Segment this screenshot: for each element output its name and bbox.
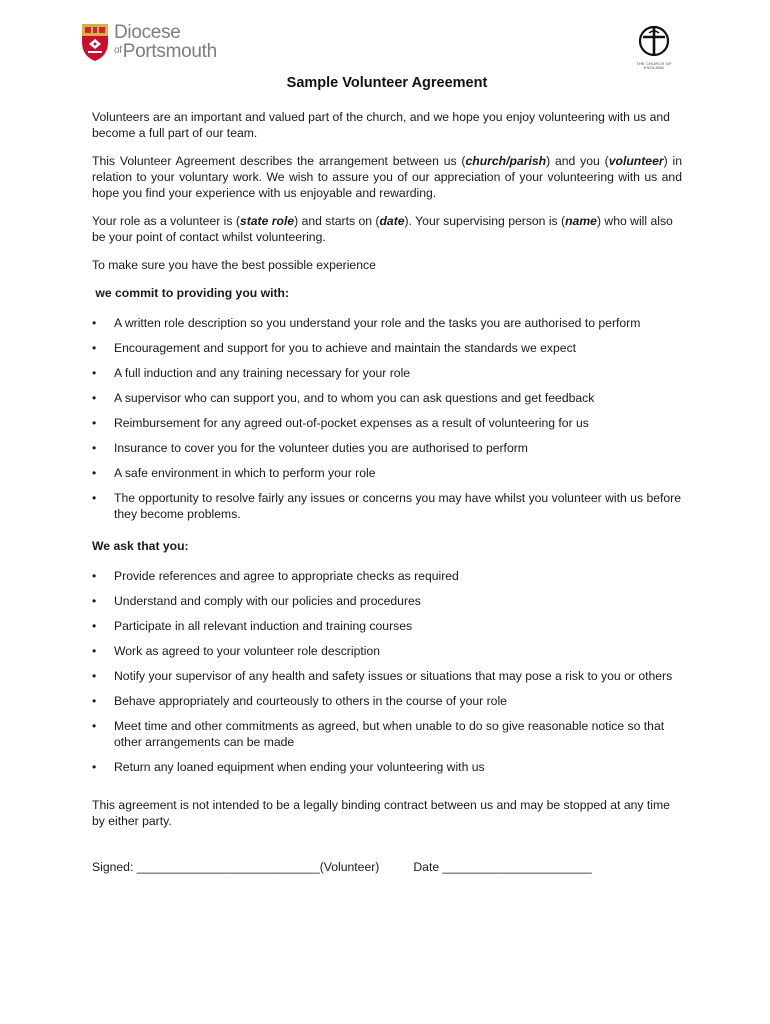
coe-logo-caption: THE CHURCH OF ENGLAND xyxy=(636,61,672,70)
list-item-text: Meet time and other commitments as agreed, but when unable to do so give reasonable notice so that other arrangements can be made xyxy=(114,719,665,749)
diocese-crest-icon xyxy=(80,22,110,62)
page-title: Sample Volunteer Agreement xyxy=(286,75,488,91)
bullet-icon: • xyxy=(92,316,97,330)
list-item-text: Participate in all relevant induction and training courses xyxy=(114,619,413,633)
role-text-3: ). Your supervising person is ( xyxy=(404,214,566,228)
church-of-england-cross-icon xyxy=(637,24,671,58)
list-item-text: Notify your supervisor of any health and safety issues or situations that may pose a risk to you or others xyxy=(114,669,673,683)
best-experience-text: To make sure you have the best possible experience xyxy=(92,258,376,272)
bullet-icon: • xyxy=(92,619,97,633)
bullet-icon: • xyxy=(92,719,97,733)
agreement-text-3: ) in relation to your voluntary work. We wish to assure you of our appreciation of your volunteering with us and hope you find your experience with us enjoyable and rewarding. xyxy=(92,154,682,200)
bullet-icon: • xyxy=(92,391,97,405)
diocese-logo-line2: Portsmouth xyxy=(122,41,217,62)
closing-paragraph: This agreement is not intended to be a legally binding contract between us and may be stopped at any time by either party. xyxy=(92,798,670,828)
bullet-icon: • xyxy=(92,694,97,708)
role-text-2: ) and starts on ( xyxy=(294,214,380,228)
role-paragraph xyxy=(92,213,682,245)
list-item xyxy=(92,490,682,522)
asks-list xyxy=(92,568,682,775)
list-item-text: Return any loaned equipment when ending your volunteering with us xyxy=(114,760,485,774)
list-item-text: Work as agreed to your volunteer role description xyxy=(114,644,381,658)
list-item xyxy=(92,390,682,406)
bullet-icon: • xyxy=(92,341,97,355)
bullet-icon: • xyxy=(92,466,97,480)
signed-line: Signed: ___________________________(Volunteer) xyxy=(92,860,380,874)
bullet-icon: • xyxy=(92,669,97,683)
list-item-text: A supervisor who can support you, and to whom you can ask questions and get feedback xyxy=(114,391,595,405)
commit-heading: we commit to providing you with: xyxy=(92,286,290,300)
diocese-logo xyxy=(80,22,217,62)
list-item-text: Reimbursement for any agreed out-of-pocket expenses as a result of volunteering for us xyxy=(114,416,589,430)
bullet-icon: • xyxy=(92,491,97,505)
list-item xyxy=(92,568,682,584)
diocese-logo-of: of xyxy=(114,45,122,56)
list-item xyxy=(92,365,682,381)
bullet-icon: • xyxy=(92,441,97,455)
list-item xyxy=(92,618,682,634)
list-item xyxy=(92,693,682,709)
list-item xyxy=(92,465,682,481)
list-item xyxy=(92,440,682,456)
church-of-england-logo xyxy=(634,24,674,70)
agreement-paragraph xyxy=(92,153,682,201)
placeholder-state-role: state role xyxy=(239,214,295,228)
bullet-icon: • xyxy=(92,416,97,430)
placeholder-volunteer: volunteer xyxy=(608,154,664,168)
role-text-4: ) who will also be your point of contact whilst volunteering. xyxy=(92,214,673,244)
list-item xyxy=(92,315,682,331)
placeholder-church-parish: church/parish xyxy=(465,154,547,168)
list-item xyxy=(92,668,682,684)
list-item-text: Behave appropriately and courteously to others in the course of your role xyxy=(114,694,507,708)
list-item xyxy=(92,718,682,750)
ask-heading: We ask that you: xyxy=(92,539,189,553)
bullet-icon: • xyxy=(92,594,97,608)
date-line: Date ______________________ xyxy=(413,860,592,874)
list-item xyxy=(92,643,682,659)
list-item-text: Encouragement and support for you to achieve and maintain the standards we expect xyxy=(114,341,577,355)
list-item-text: Provide references and agree to appropriate checks as required xyxy=(114,569,459,583)
placeholder-name: name xyxy=(565,214,597,228)
agreement-text-1: This Volunteer Agreement describes the arrangement between us ( xyxy=(92,154,466,168)
placeholder-date: date xyxy=(379,214,405,228)
bullet-icon: • xyxy=(92,366,97,380)
list-item xyxy=(92,759,682,775)
list-item-text: Understand and comply with our policies and procedures xyxy=(114,594,421,608)
list-item-text: Insurance to cover you for the volunteer duties you are authorised to perform xyxy=(114,441,528,455)
intro-paragraph: Volunteers are an important and valued part of the church, and we hope you enjoy volunteering with us and become a full part of our team. xyxy=(92,110,670,140)
list-item-text: A safe environment in which to perform your role xyxy=(114,466,376,480)
bullet-icon: • xyxy=(92,569,97,583)
bullet-icon: • xyxy=(92,644,97,658)
diocese-logo-line1: Diocese xyxy=(114,22,181,43)
role-text-1: Your role as a volunteer is ( xyxy=(92,214,240,228)
list-item-text: A written role description so you understand your role and the tasks you are authorised to perform xyxy=(114,316,641,330)
page-header xyxy=(0,0,770,80)
list-item xyxy=(92,593,682,609)
document-body xyxy=(92,74,682,875)
signature-row xyxy=(92,859,682,875)
list-item-text: The opportunity to resolve fairly any issues or concerns you may have whilst you volunteer with us before they become problems. xyxy=(114,491,681,521)
list-item-text: A full induction and any training necessary for your role xyxy=(114,366,411,380)
list-item xyxy=(92,340,682,356)
bullet-icon: • xyxy=(92,760,97,774)
commitments-list xyxy=(92,315,682,522)
agreement-text-2: ) and you ( xyxy=(546,154,609,168)
list-item xyxy=(92,415,682,431)
